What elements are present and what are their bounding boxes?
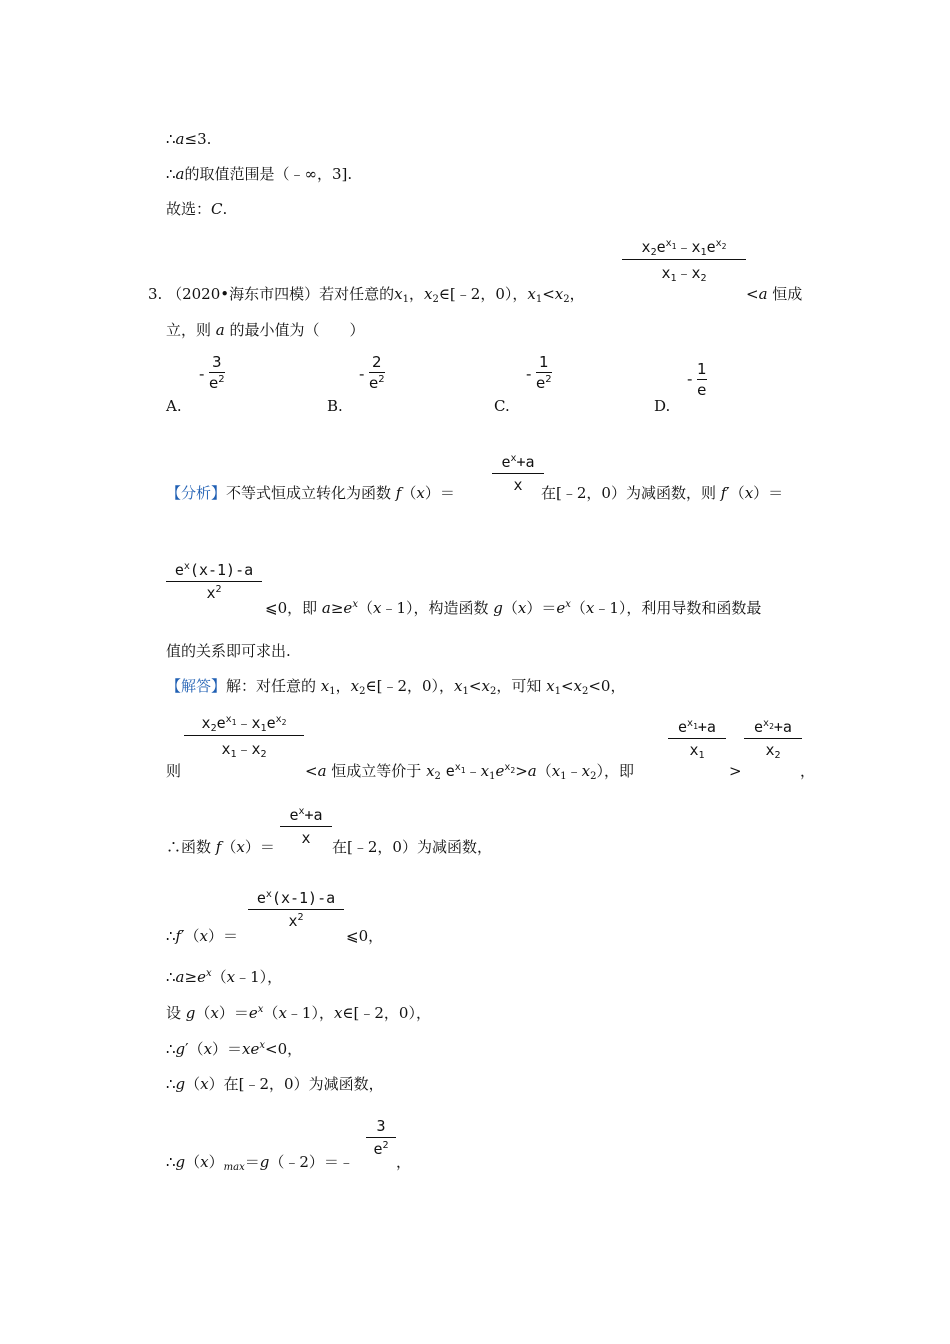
- analysis-frac2: $e^x(x-1)-a$ $x^2$: [166, 561, 262, 602]
- q3-tail: <a 恒成: [746, 285, 803, 303]
- option-b-value: - 2 $e^2$: [359, 353, 385, 392]
- analysis-line2: ⩽0，即 $a\ge e^x(x﹣1)$，构造函数 $g(x)=e^x(x﹣1)$，利用导数和函数最: [265, 599, 762, 617]
- solution-line3: ∴函数 f（x）＝: [166, 838, 275, 856]
- solution-line8: ∴g（x）在[﹣2，0）为减函数，: [166, 1075, 384, 1093]
- option-c[interactable]: C.: [494, 397, 510, 415]
- analysis-line1: 【分析】不等式恒成立转化为函数 f（x）＝: [166, 484, 455, 502]
- option-d[interactable]: D.: [654, 397, 671, 415]
- q3-line1: 3. （2020•海东市四模）若对任意的$x_1$，$x_2\in[﹣2$，0），$x_1<x_2$，: [148, 285, 585, 305]
- analysis-line3: 值的关系即可求出.: [166, 642, 291, 660]
- solution-line2-end: ，: [800, 762, 816, 780]
- solution-frac-fprime: $e^x(x-1)-a$ $x^2$: [248, 889, 344, 930]
- solution-line5: $\therefore a\ge e^x(x﹣1)$，: [166, 968, 283, 986]
- line-a-le-3: ∴a≤3.: [166, 130, 212, 148]
- line-range: ∴a的取值范围是（﹣∞，3].: [166, 165, 353, 183]
- option-c-value: - 1 $e^2$: [526, 353, 552, 392]
- analysis-line1-tail: 在[﹣2，0）为减函数，则 f′（x）＝: [541, 484, 784, 502]
- solution-line1: 【解答】解：对任意的 $x_1$，$x_2\in[﹣2$，0），$x_1<x_2$，可知 $x_1<x_2<0$，: [166, 677, 626, 697]
- solution-frac-right: $e^{x_2}+a$ $x_2$: [744, 718, 802, 759]
- solution-line9: $\therefore g(x)_{max}=g(﹣2)=﹣$: [166, 1153, 354, 1173]
- q3-line2: 立，则 a 的最小值为（ ）: [166, 321, 365, 339]
- solution-frac-f: $e^x+a$ x: [280, 806, 332, 847]
- option-d-value: - 1 e: [687, 360, 707, 399]
- solution-line4-tail: ⩽0，: [346, 927, 384, 945]
- solution-frac-left: $e^{x_1}+a$ $x_1$: [668, 718, 726, 759]
- solution-line6: 设 $g(x)=e^x(x﹣1)$，x∈[﹣2，0），: [166, 1004, 431, 1022]
- option-a[interactable]: A.: [166, 397, 182, 415]
- solution-frac-max: 3 $e^2$: [366, 1117, 396, 1158]
- option-a-value: - 3 $e^2$: [199, 353, 225, 392]
- line-answer: 故选：C.: [166, 200, 228, 218]
- solution-line3-tail: 在[﹣2，0）为减函数，: [332, 838, 492, 856]
- solution-gt: >: [729, 762, 742, 780]
- solution-frac-main: $x_2e^{x_1}﹣x_1e^{x_2}$ $x_1﹣x_2$: [184, 712, 304, 759]
- solution-line7: $\therefore g'(x)=xe^x<0$，: [166, 1040, 303, 1058]
- analysis-frac1: $e^x+a$ x: [492, 453, 544, 494]
- solution-line9-end: ，: [396, 1153, 412, 1171]
- solution-line2: <a 恒成立等价于 $x_2$ $e^{x_1}﹣x_1e^{x_2}>a(x_1﹣x_2)$，即: [305, 762, 634, 782]
- q3-fraction: $x_2e^{x_1}﹣x_1e^{x_2}$ $x_1﹣x_2$: [622, 236, 746, 283]
- solution-line2-pre: 则: [166, 762, 182, 780]
- option-b[interactable]: B.: [327, 397, 343, 415]
- solution-line4: ∴f′（x）＝: [166, 927, 238, 945]
